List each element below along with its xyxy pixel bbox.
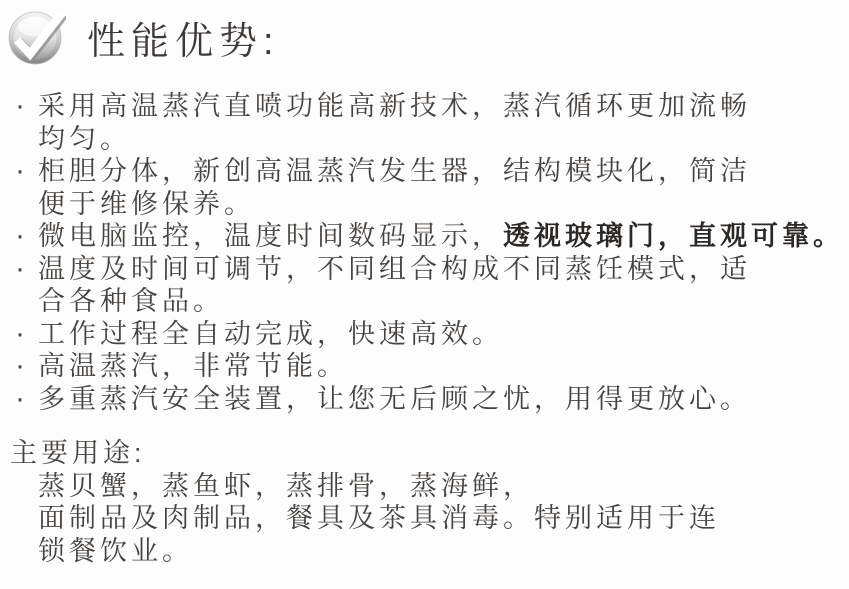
feature-line: 均匀。 bbox=[38, 123, 131, 154]
bullet-dot-icon: · bbox=[15, 349, 25, 382]
feature-text-normal: 微电脑监控，温度时间数码显示， bbox=[38, 221, 503, 251]
feature-line: 便于维修保养。 bbox=[38, 188, 255, 219]
usage-line: 面制品及肉制品，餐具及茶具消毒。特别适用于连 bbox=[38, 503, 720, 533]
page-title: 性能优势: bbox=[87, 21, 280, 63]
bullet-dot-icon: · bbox=[15, 316, 25, 350]
title-row bbox=[8, 9, 280, 66]
bullet-dot-icon: · bbox=[15, 381, 25, 415]
feature-line: 工作过程全自动完成，快速高效。 bbox=[38, 318, 503, 349]
feature-line: 合各种食品。 bbox=[38, 286, 224, 316]
feature-item bbox=[10, 318, 844, 351]
feature-item bbox=[10, 383, 844, 416]
feature-line bbox=[38, 220, 844, 253]
usage-section bbox=[10, 437, 720, 567]
bullet-dot-icon: · bbox=[15, 219, 25, 252]
feature-item bbox=[10, 350, 844, 383]
usage-heading: 主要用途: bbox=[10, 438, 146, 468]
features-list bbox=[10, 90, 844, 415]
feature-item bbox=[10, 90, 844, 155]
feature-line: 多重蒸汽安全装置，让您无后顾之忧，用得更放心。 bbox=[38, 383, 751, 414]
feature-line: 柜胆分体，新创高温蒸汽发生器，结构模块化，简洁 bbox=[38, 156, 751, 186]
feature-text-bold: 透视玻璃门，直观可靠。 bbox=[503, 221, 844, 251]
bullet-dot-icon: · bbox=[15, 89, 25, 122]
bullet-dot-icon: · bbox=[15, 154, 25, 187]
feature-line: 高温蒸汽，非常节能。 bbox=[38, 351, 348, 381]
usage-line: 锁餐饮业。 bbox=[38, 535, 193, 566]
feature-item bbox=[10, 220, 844, 253]
usage-lines bbox=[10, 470, 720, 568]
usage-line: 蒸贝蟹，蒸鱼虾，蒸排骨，蒸海鲜， bbox=[38, 470, 534, 501]
feature-line: 温度及时间可调节，不同组合构成不同蒸饪模式，适 bbox=[38, 253, 751, 284]
bullet-dot-icon: · bbox=[15, 251, 25, 285]
feature-item bbox=[10, 253, 844, 318]
feature-line: 采用高温蒸汽直喷功能高新技术，蒸汽循环更加流畅 bbox=[38, 91, 751, 121]
feature-item bbox=[10, 155, 844, 220]
check-circle-icon bbox=[8, 9, 66, 66]
